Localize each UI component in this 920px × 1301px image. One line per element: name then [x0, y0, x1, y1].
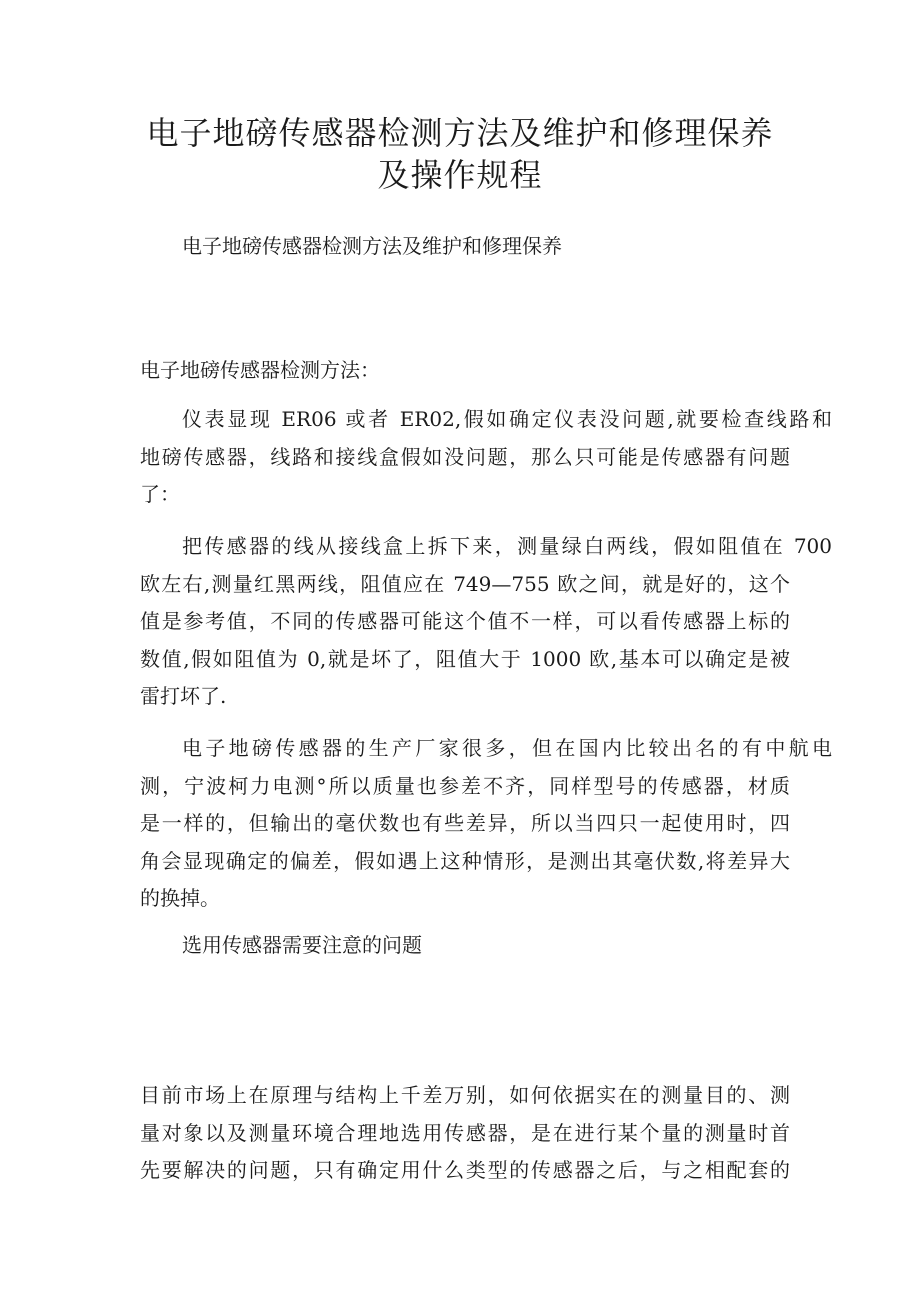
subheading-2 [140, 927, 790, 965]
paragraph-2-line: 欧左右,测量红黑两线，阻值应在 749—755 欧之间，就是好的，这个 [140, 571, 790, 596]
paragraph-1-line: 地磅传感器，线路和接线盒假如没问题，那么只可能是传感器有问题 [140, 444, 790, 469]
paragraph-1-line: 仪表显现 ER06 或者 ER02,假如确定仪表没问题,就要检查线路和 [182, 407, 832, 431]
subtitle-text: 电子地磅传感器检测方法及维护和修理保养 [182, 234, 562, 258]
document-title-line-2: 及操作规程 [377, 156, 543, 194]
subheading-2-text: 选用传感器需要注意的问题 [182, 933, 422, 957]
paragraph-3-line: 测，宁波柯力电测°所以质量也参差不齐，同样型号的传感器，材质 [140, 773, 790, 798]
paragraph-3-line: 的换掉。 [140, 886, 220, 910]
paragraph-2-line: 值是参考值，不同的传感器可能这个值不一样，可以看传感器上标的 [140, 609, 790, 633]
paragraph-4 [140, 1077, 790, 1190]
paragraph-4-line: 量对象以及测量环境合理地选用传感器，是在进行某个量的测量时首 [140, 1120, 790, 1145]
paragraph-2 [140, 528, 832, 716]
paragraph-4-line: 目前市场上在原理与结构上千差万别，如何依据实在的测量目的、测 [140, 1083, 790, 1107]
paragraph-3 [140, 730, 832, 918]
section-heading [140, 352, 790, 390]
paragraph-2-line: 数值,假如阻值为 0,就是坏了，阻值大于 1000 欧,基本可以确定是被 [140, 646, 790, 671]
document-title-line-1: 电子地磅传感器检测方法及维护和修理保养 [146, 114, 774, 152]
paragraph-4-line: 先要解决的问题，只有确定用什么类型的传感器之后，与之相配套的 [140, 1158, 790, 1182]
paragraph-2-line: 雷打坏了. [140, 684, 227, 708]
paragraph-3-line: 角会显现确定的偏差，假如遇上这种情形，是测出其毫伏数,将差异大 [140, 848, 790, 873]
paragraph-1 [140, 401, 832, 514]
paragraph-1-line: 了： [140, 482, 180, 506]
paragraph-3-line: 电子地磅传感器的生产厂家很多，但在国内比较出名的有中航电 [182, 736, 832, 760]
section-heading-text: 电子地磅传感器检测方法： [140, 358, 380, 382]
document-subtitle [140, 228, 790, 266]
paragraph-3-line: 是一样的，但输出的毫伏数也有些差异，所以当四只一起使用时，四 [140, 811, 790, 835]
paragraph-2-line: 把传感器的线从接线盒上拆下来，测量绿白两线，假如阻值在 700 [182, 534, 832, 558]
